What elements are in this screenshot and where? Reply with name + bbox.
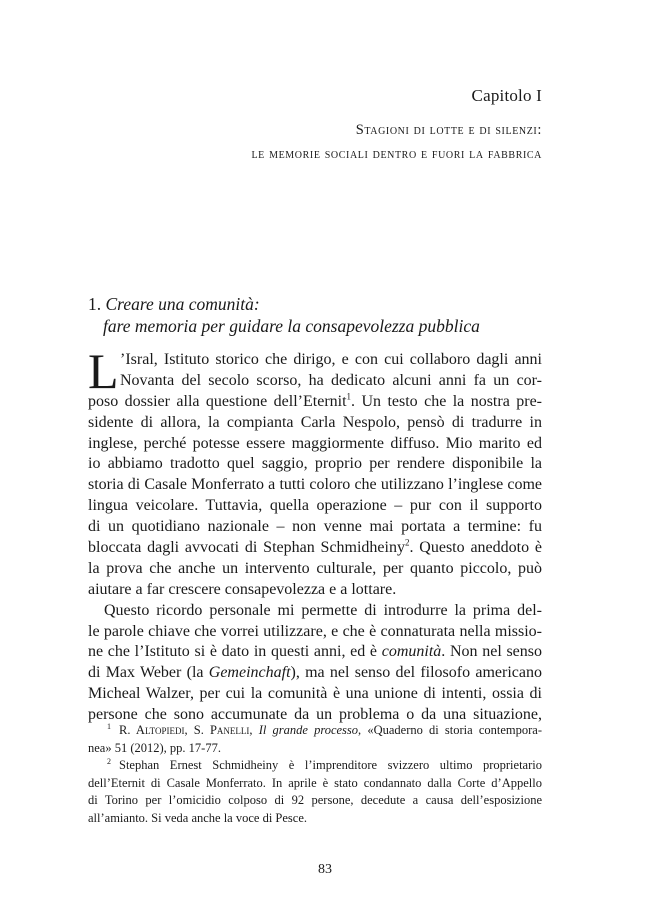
footnote-ref-1[interactable]: 1 (346, 391, 352, 402)
body-text (88, 343, 543, 726)
footnote-2-cont: di Torino per l’omicidio colposo di 92 persone, decedute a causa dell’esposizione (88, 793, 542, 808)
chapter-subtitle-line1: Stagioni di lotte e di silenzi: (355, 122, 542, 138)
chapter-subtitle-line2: le memorie sociali dentro e fuori la fabbrica (251, 146, 542, 162)
footnote-1: $^1$ R. Altopiedi, S. Panelli, Il grande processo, «Quaderno di storia contempora- (107, 721, 542, 737)
section-heading (88, 294, 260, 315)
footnote-2-cont: all’amianto. Si veda anche la voce di Pesce. (88, 810, 308, 825)
footnote-ref-2[interactable]: 2 (404, 537, 410, 548)
page-number: 83 (318, 862, 332, 877)
text-line: io abbiamo tradotto quel saggio, proprio per rendere disponibile la (88, 455, 542, 473)
drop-cap: L (88, 343, 119, 399)
text-line: di Max Weber (la Gemeinchaft), ma nel senso del filosofo americano (88, 664, 543, 682)
text-line: Questo ricordo personale mi permette di introdurre la prima del- (104, 601, 542, 619)
section-number: 1. (88, 294, 102, 314)
text-line: Micheal Walzer, per cui la comunità è una unione di intenti, ossia di (88, 685, 542, 703)
text-line: le parole chiave che vorrei utilizzare, e che è connaturata nella missio- (88, 622, 542, 640)
footnotes (88, 722, 542, 828)
section-title-line1: Creare una comunità: (105, 294, 260, 314)
chapter-heading: Capitolo I (471, 86, 542, 105)
text-line: storia di Casale Monferrato a tutti coloro che utilizzano l’inglese come (88, 476, 542, 494)
text-line: poso dossier alla questione dell’Eternit$^1$. Un testo che la nostra pre- (88, 391, 542, 410)
text-line: ne che l’Istituto si è dato in questi anni, ed è comunità. Non nel senso (88, 643, 543, 661)
text-line: la prova che anche un intervento culturale, per quanto piccolo, può (88, 559, 542, 577)
footnote-2: $^2$ Stephan Ernest Schmidheiny è l’imprenditore svizzero ultimo proprietario (107, 757, 542, 773)
text-line: bloccata dagli avvocati di Stephan Schmidheiny$^2$. Questo aneddoto è (88, 537, 542, 557)
section-title-line2: fare memoria per guidare la consapevolezza pubblica (103, 316, 480, 336)
text-line: lingua veicolare. Tuttavia, quella operazione – pur con il supporto (88, 497, 542, 515)
text-line: inglese, perché potesse essere maggiormente diffuso. Mio marito ed (88, 434, 542, 452)
text-line: di un quotidiano nazionale – non venne mai portata a termine: fu (88, 518, 542, 536)
text-line: persone che sono accumunate da un problema o da una situazione, (88, 706, 542, 724)
text-line: sidente di allora, la compianta Carla Nespolo, pensò di tradurre in (88, 413, 542, 431)
footnote-2-cont: dell’Eternit di Casale Monferrato. In aprile è stato condannato dalla Corte d’Appello (88, 775, 542, 790)
text-line: aiutare a far crescere consapevolezza e a lottare. (88, 580, 397, 598)
footnote-1-cont: nea» 51 (2012), pp. 17-77. (88, 740, 221, 755)
text-line: ’Isral, Istituto storico che dirigo, e con cui collaboro dagli anni (120, 351, 542, 368)
text-line: Novanta del secolo scorso, ha dedicato alcuni anni fa un cor- (120, 371, 542, 389)
